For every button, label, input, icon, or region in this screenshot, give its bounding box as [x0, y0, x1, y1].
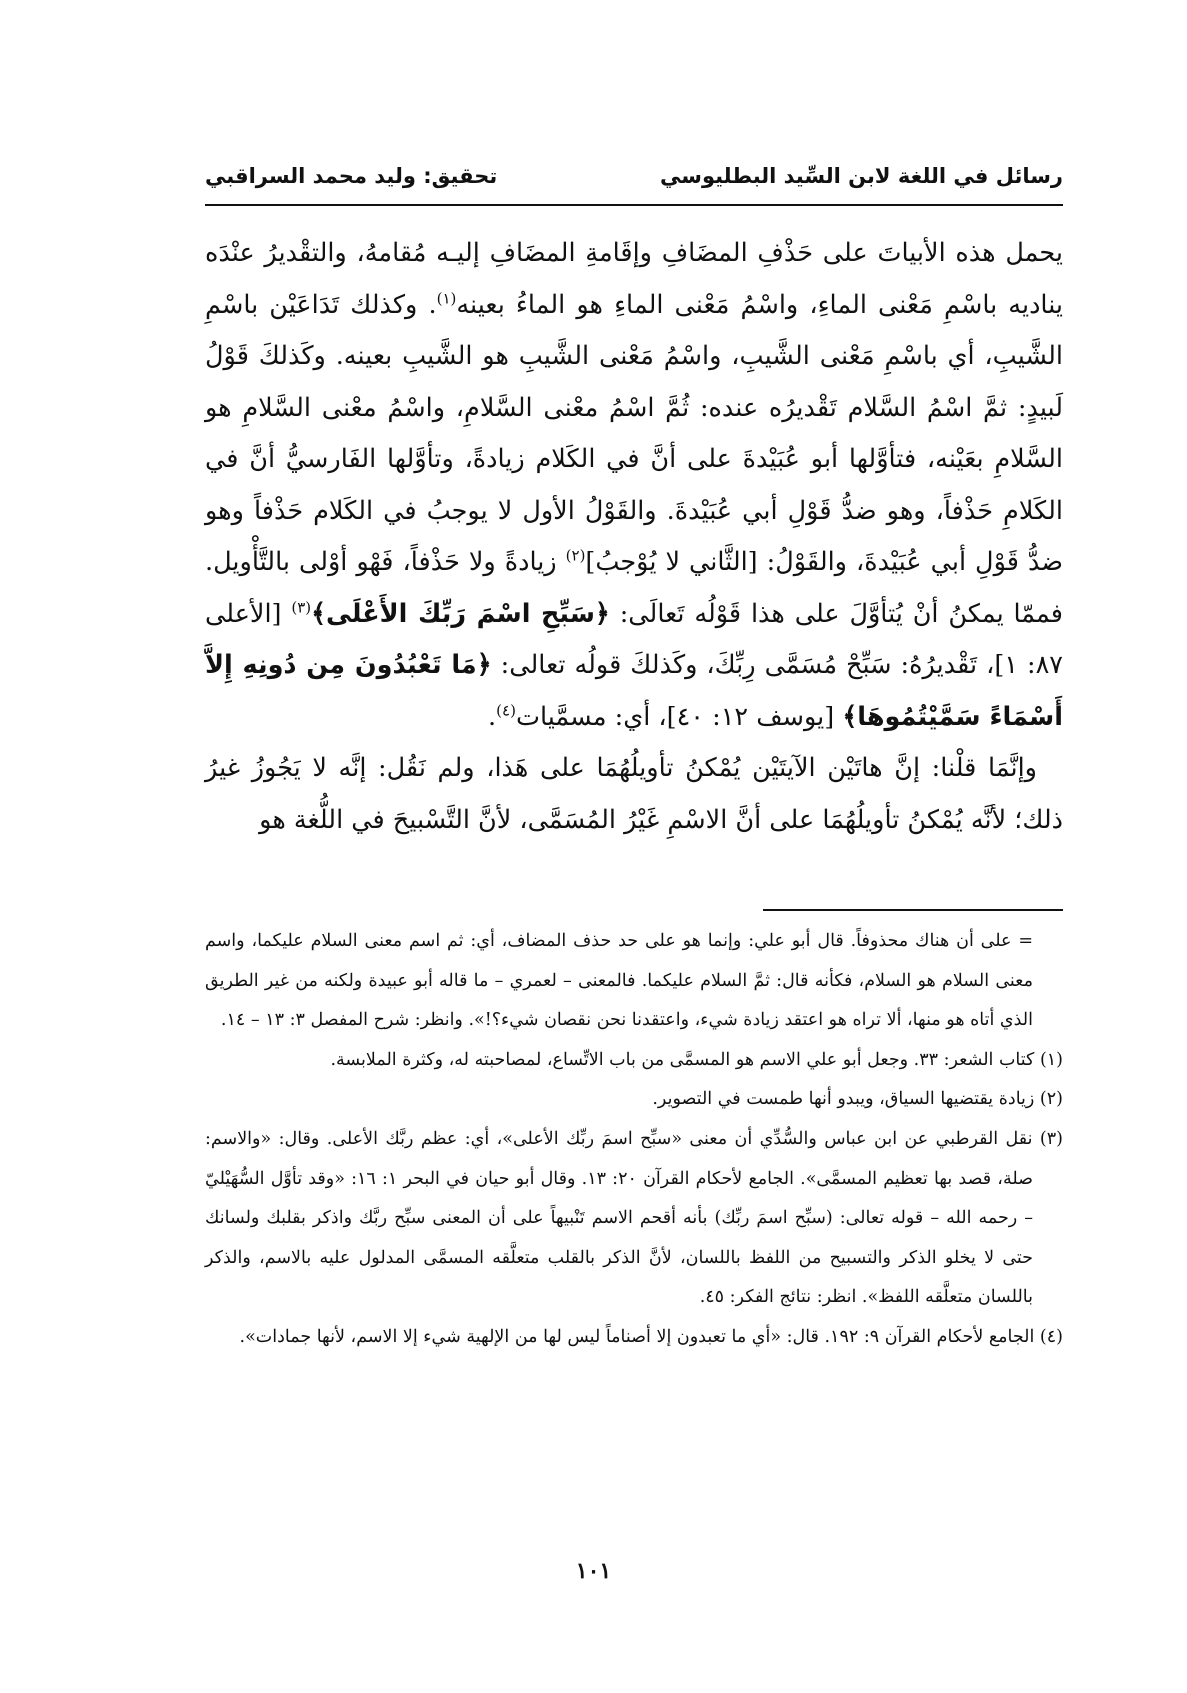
text-run: . [488, 701, 497, 732]
body-paragraph [205, 228, 1063, 743]
body-paragraph: وإنَّمَا قلْنا: إنَّ هاتَيْن الآيتَيْن يُمْكنُ تأويلُهُمَا على هَذا، ولم نَقُل: إنَّه لا يَجُوزُ غيرُ ذلك؛ لأنَّه يُمْكنُ تأويلُهُمَا على أنَّ الاسْمِ غَيْرُ المُسَمَّى، لأنَّ التَّسْبيحَ في اللُّغة هو [205, 753, 1063, 835]
footnote-ref: (١) [436, 289, 457, 307]
text-run: [الأعلى ٨٧: ١]، تَقْديرُهُ: سَبِّحْ مُسَمَّى رِبِّكَ، وكَذلكَ قولُه تعالى: [205, 598, 1063, 680]
quran-verse: ﴿سَبِّحِ اسْمَ رَبِّكَ الأَعْلَى﴾ [311, 598, 610, 629]
footnote-4: (٤) الجامع لأحكام القرآن ٩: ١٩٢. قال: «أي ما تعبدون إلا أصناماً ليس لها من الإلهية شيء إلا الاسم، لأنها جمادات». [239, 1326, 1063, 1347]
text-run: زيادةً ولا حَذْفاً، فَهْو أوْلى بالتَّأْويل. فممّا يمكنُ أنْ يُتأوَّلَ على هذا قَوْلُه تَعالَى: [205, 547, 1063, 629]
footnote-rule [763, 909, 1063, 911]
text-run: . وكذلك تَدَاعَيْن باسْمِ الشَّيبِ، أي باسْمِ مَعْنى الشَّيبِ، واسْمُ مَعْنى الشَّيبِ هو الشَّيبِ بعينه. وكَذلكَ قَوْلُ لَبيدٍ: ثمَّ اسْمُ السَّلام تَقْديرُه عنده: ثُمَّ اسْمُ معْنى السَّلامِ، واسْمُ معْنى السَّلامِ هو السَّلامِ بعَيْنه، فتأوَّلها أبو عُبَيْدةَ على أنَّ في الكَلام زيادةً، وتأوَّلها الفَارسيُّ أنَّ في الكَلامِ حَذْفاً، وهو ضدُّ قَوْلِ أبي عُبَيْدةَ. والقَوْلُ الأول لا يوجبُ في الكَلام حَذْفاً وهو ضدُّ قَوْلِ أبي عُبَيْدةَ، والقَوْلُ: [الثَّاني لا يُوْجبُ] [205, 289, 1063, 577]
page-number: ١٠١ [575, 1558, 612, 1584]
footnote-1: (١) كتاب الشعر: ٣٣. وجعل أبو علي الاسم هو المسمَّى من باب الاتِّساع، لمصاحبته له، وكثرة الملابسة. [330, 1049, 1063, 1070]
footnote-2: (٢) زيادة يقتضيها السياق، ويبدو أنها طمست في التصوير. [652, 1089, 1063, 1110]
footnote-3: (٣) نقل القرطبي عن ابن عباس والسُّدِّي أن معنى «سبِّح اسمَ ربِّك الأعلى»، أي: عظم ربَّك الأعلى. وقال: «والاسم: صلة، قصد بها تعظيم المسمَّى». الجامع لأحكام القرآن ٢٠: ١٣. وقال أبو حيان في البحر ١: ١٦: «وقد تأوَّل السُّهَيْليّ – رحمه الله – قوله تعالى: (سبِّح اسمَ ربِّك) بأنه أقحم الاسم تَنْبيهاً على أن المعنى سبِّح ربَّك واذكر بقلبك ولسانك حتى لا يخلو الذكر والتسبيح من اللفظ باللسان، لأنَّ الذكر بالقلب متعلَّقه المسمَّى المدلول عليه بالاسم، والذكر باللسان متعلَّقه اللفظ». انظر: نتائج الفكر: ٤٥. [205, 1128, 1063, 1308]
footnote-continued: = على أن هناك محذوفاً. قال أبو علي: وإنما هو على حد حذف المضاف، أي: ثم اسم معنى السلام عليكما، واسم معنى السلام هو السلام، فكأنه قال: ثمَّ السلام عليكما. فالمعنى – لعمري – ما قاله أبو عبيدة ولكنه من غير الطريق الذي أتاه هو منها، ألا تراه هو اعتقد زيادة شيء، واعتقدنا نحن نقصان شيء؟!». وانظر: شرح المفصل ٣: ١٣ – ١٤. [205, 931, 1033, 1031]
footnote-ref: (٣) [291, 598, 312, 616]
main-text [205, 228, 1063, 846]
book-title: رسائل في اللغة لابن السِّيد البطليوسي [660, 164, 1063, 188]
footnotes [205, 922, 1063, 1358]
running-header [205, 156, 1063, 196]
footnote-ref: (٢) [565, 546, 586, 565]
editor-credit: تحقيق: وليد محمد السراقبي [205, 164, 498, 188]
text-run: [يوسف ١٢: ٤٠]، أي: مسمَّيات [515, 701, 843, 732]
header-rule [205, 204, 1063, 206]
footnote-ref: (٤) [496, 701, 516, 719]
text-run: يحمل هذه الأبياتَ على حَذْفِ المضَافِ وإقَامةِ المضَافِ إليـه مُقامهُ، والتقْديرُ عنْدَه يناديه باسْمِ مَعْنى الماءِ، واسْمُ مَعْنى الماءِ هو الماءُ بعينه [205, 238, 1063, 320]
quran-verse: ﴿مَا تَعْبُدُونَ مِن دُونِهِ إِلاَّ أَسْمَاءً سَمَّيْتُمُوهَا﴾ [205, 650, 1063, 732]
